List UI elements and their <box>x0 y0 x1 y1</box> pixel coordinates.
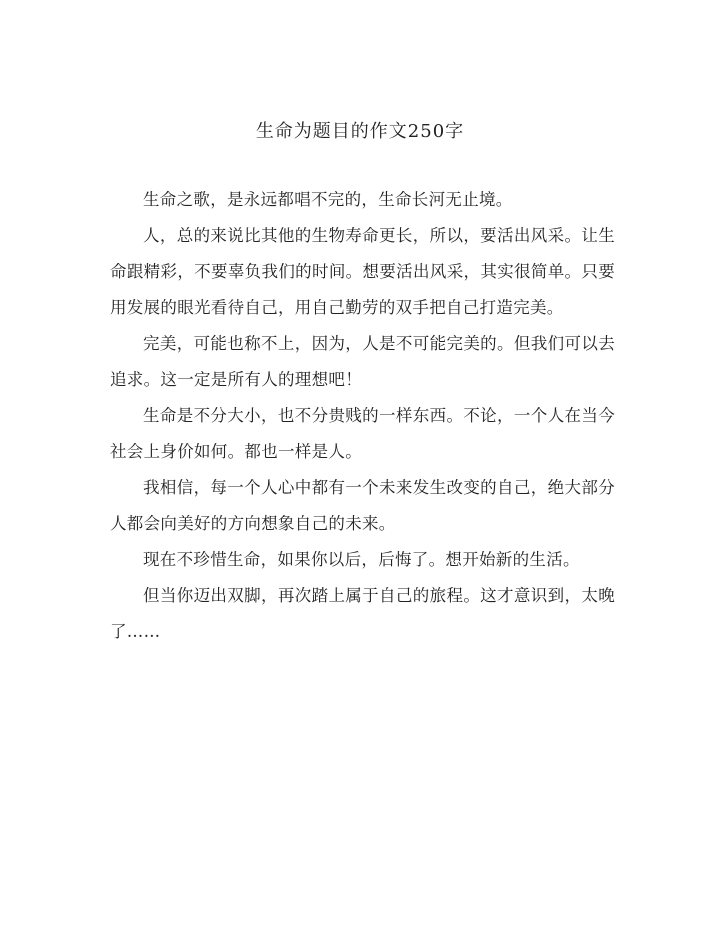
document-title: 生命为题目的作文250字 <box>255 121 465 142</box>
paragraph: 生命之歌，是永远都唱不完的，生命长河无止境。 <box>143 190 513 209</box>
document-body <box>110 182 615 650</box>
paragraph: 但当你迈出双脚，再次踏上属于自己的旅程。这才意识到，太晚了…… <box>110 586 615 641</box>
paragraph: 现在不珍惜生命，如果你以后，后悔了。想开始新的生活。 <box>143 550 580 569</box>
paragraph: 人，总的来说比其他的生物寿命更长，所以，要活出风采。让生命跟精彩，不要辜负我们的时间。想要活出风采，其实很简单。只要用发展的眼光看待自己，用自己勤劳的双手把自己打造完美。 <box>110 226 615 317</box>
paragraph: 我相信，每一个人心中都有一个未来发生改变的自己，绝大部分人都会向美好的方向想象自己的未来。 <box>110 478 615 533</box>
paragraph: 生命是不分大小，也不分贵贱的一样东西。不论，一个人在当今社会上身价如何。都也一样是人。 <box>110 406 615 461</box>
paragraph: 完美，可能也称不上，因为，人是不可能完美的。但我们可以去追求。这一定是所有人的理想吧！ <box>110 334 615 389</box>
